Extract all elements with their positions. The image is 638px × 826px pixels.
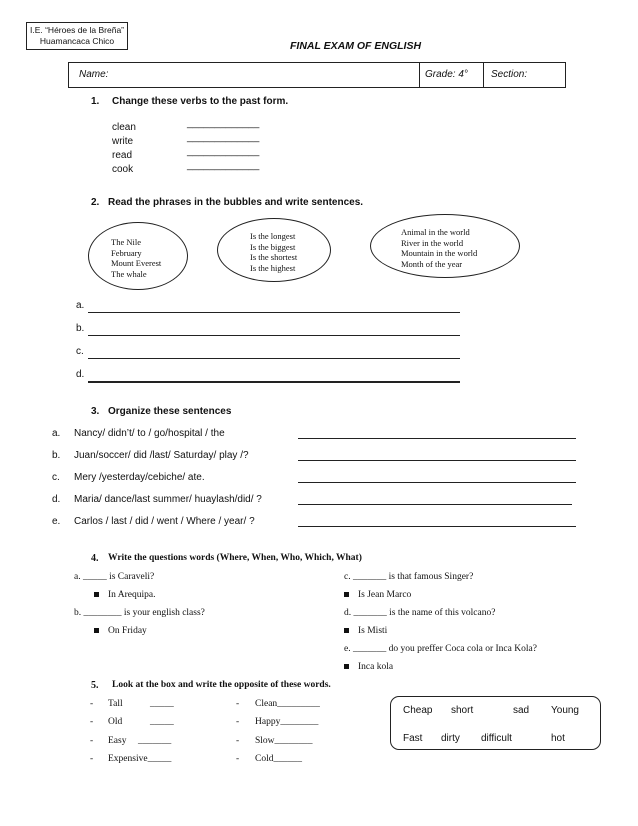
answer-d <box>344 626 387 636</box>
scrambled-sentence: Maria/ dance/last summer/ huaylash/did/ ? <box>74 494 262 505</box>
answer-line-label: d. <box>76 369 85 380</box>
opposite-word: Easy <box>108 736 127 746</box>
answer-text: On Friday <box>108 626 147 636</box>
opposite-word: Expensive_____ <box>108 754 172 764</box>
divider <box>483 63 484 87</box>
question-a: a. _____ is Caraveli? <box>74 572 155 582</box>
school-name-box <box>26 22 128 50</box>
question-2-heading: Read the phrases in the bubbles and write sentences. <box>108 197 364 208</box>
verb-read: read <box>112 150 133 161</box>
answer-c <box>344 590 411 600</box>
bullet-icon <box>94 628 99 633</box>
school-location: Huamancaca Chico <box>39 36 115 46</box>
answer-line[interactable] <box>88 381 460 383</box>
item-letter: c. <box>52 472 60 483</box>
scrambled-sentence: Juan/soccer/ did /last/ Saturday/ play /? <box>74 450 249 461</box>
section-label: Section: <box>491 69 528 80</box>
question-2-number: 2. <box>91 197 100 208</box>
question-5-number: 5. <box>91 680 99 691</box>
bullet-icon <box>344 628 349 633</box>
item-letter: b. <box>52 450 61 461</box>
answer-line[interactable] <box>298 460 576 461</box>
verb-cook: cook <box>112 164 134 175</box>
bubble-text: Mountain in the world <box>401 248 478 258</box>
bubble-text: The Nile <box>111 237 141 247</box>
answer-line[interactable] <box>88 335 460 336</box>
question-3-heading: Organize these sentences <box>108 406 232 417</box>
bubble-text: Month of the year <box>401 258 463 269</box>
question-3-number: 3. <box>91 406 100 417</box>
answer-line[interactable] <box>88 358 460 359</box>
verb-clean: clean <box>112 122 136 133</box>
name-label: Name: <box>79 69 109 80</box>
opposite-blank[interactable]: _______ <box>138 736 172 746</box>
student-info-row <box>68 62 566 88</box>
scrambled-sentence: Carlos / last / did / went / Where / year/ ? <box>74 516 255 527</box>
opposite-word: Clean_________ <box>255 699 320 709</box>
answer-b <box>94 626 147 636</box>
answer-line-label: c. <box>76 346 84 357</box>
answer-line[interactable] <box>298 504 572 505</box>
answer-e <box>344 662 393 672</box>
verb-write: write <box>112 136 134 147</box>
question-4-number: 4. <box>91 553 99 564</box>
bubble-text: Is the shortest <box>250 252 298 262</box>
answer-a <box>94 590 156 600</box>
bubble-text: The whale <box>111 268 147 279</box>
opposite-word: Happy________ <box>255 717 319 727</box>
verb-blank: _____________ <box>187 132 260 143</box>
opposite-word: Cold______ <box>255 754 302 764</box>
scrambled-sentence: Mery /yesterday/cebiche/ ate. <box>74 472 205 483</box>
answer-text: Is Misti <box>358 626 388 636</box>
verb-blank: _____________ <box>187 118 260 129</box>
question-b: b. ________ is your english class? <box>74 608 205 618</box>
grade-label: Grade: 4° <box>425 69 468 80</box>
page-title: FINAL EXAM OF ENGLISH <box>290 40 422 52</box>
word-bank-item: dirty <box>441 733 460 744</box>
bullet-icon <box>344 592 349 597</box>
question-1-heading: Change these verbs to the past form. <box>112 96 289 107</box>
school-name: I.E. “Héroes de la Breña” <box>29 25 124 35</box>
verb-blank: _____________ <box>187 146 260 157</box>
bubble-text: Is the biggest <box>250 241 296 252</box>
bubble-text: Mount Everest <box>111 258 162 268</box>
verb-blank: _____________ <box>187 160 260 171</box>
answer-line[interactable] <box>298 526 576 527</box>
item-letter: a. <box>52 428 61 439</box>
bullet-icon <box>94 592 99 597</box>
bubble-text: February <box>111 247 142 258</box>
item-letter: e. <box>52 516 61 527</box>
question-d: d. _______ is the name of this volcano? <box>344 608 496 618</box>
question-e: e. _______ do you preffer Coca cola or Inca Kola? <box>344 644 537 654</box>
scrambled-sentence: Nancy/ didn’t/ to / go/hospital / the <box>74 428 225 439</box>
answer-text: Inca kola <box>358 662 394 672</box>
answer-line[interactable] <box>298 482 576 483</box>
opposite-blank[interactable]: _____ <box>150 717 174 727</box>
opposite-word: Tall <box>108 699 123 709</box>
item-letter: d. <box>52 494 61 505</box>
question-4-heading: Write the questions words (Where, When, Who, Which, What) <box>108 553 362 563</box>
bubble-categories <box>370 214 520 278</box>
bubble-text: Is the longest <box>250 231 296 241</box>
bubble-text: River in the world <box>401 237 464 248</box>
word-bank-item: hot <box>551 733 565 744</box>
opposite-word: Old <box>108 717 123 727</box>
answer-line[interactable] <box>298 438 576 439</box>
word-bank-item: Fast <box>403 733 423 744</box>
answer-line-label: b. <box>76 323 85 334</box>
answer-text: Is Jean Marco <box>358 590 412 600</box>
answer-line[interactable] <box>88 312 460 313</box>
question-1-number: 1. <box>91 96 100 107</box>
bullet-icon <box>344 664 349 669</box>
word-bank-item: Young <box>551 705 579 716</box>
answer-text: In Arequipa. <box>108 590 156 600</box>
bubble-subjects <box>88 222 188 290</box>
question-5-heading: Look at the box and write the opposite of these words. <box>112 680 331 690</box>
divider <box>419 63 420 87</box>
opposite-word: Slow________ <box>255 736 313 746</box>
word-bank-item: short <box>451 705 474 716</box>
word-bank-item: sad <box>513 705 530 716</box>
bubble-text: Animal in the world <box>401 227 470 237</box>
word-bank-box <box>390 696 601 750</box>
question-c: c. _______ is that famous Singer? <box>344 572 474 582</box>
bubble-superlatives <box>217 218 331 282</box>
word-bank-item: difficult <box>481 733 512 744</box>
answer-line-label: a. <box>76 300 85 311</box>
word-bank-item: Cheap <box>403 705 433 716</box>
opposite-blank[interactable]: _____ <box>150 699 174 709</box>
bubble-text: Is the highest <box>250 262 296 273</box>
